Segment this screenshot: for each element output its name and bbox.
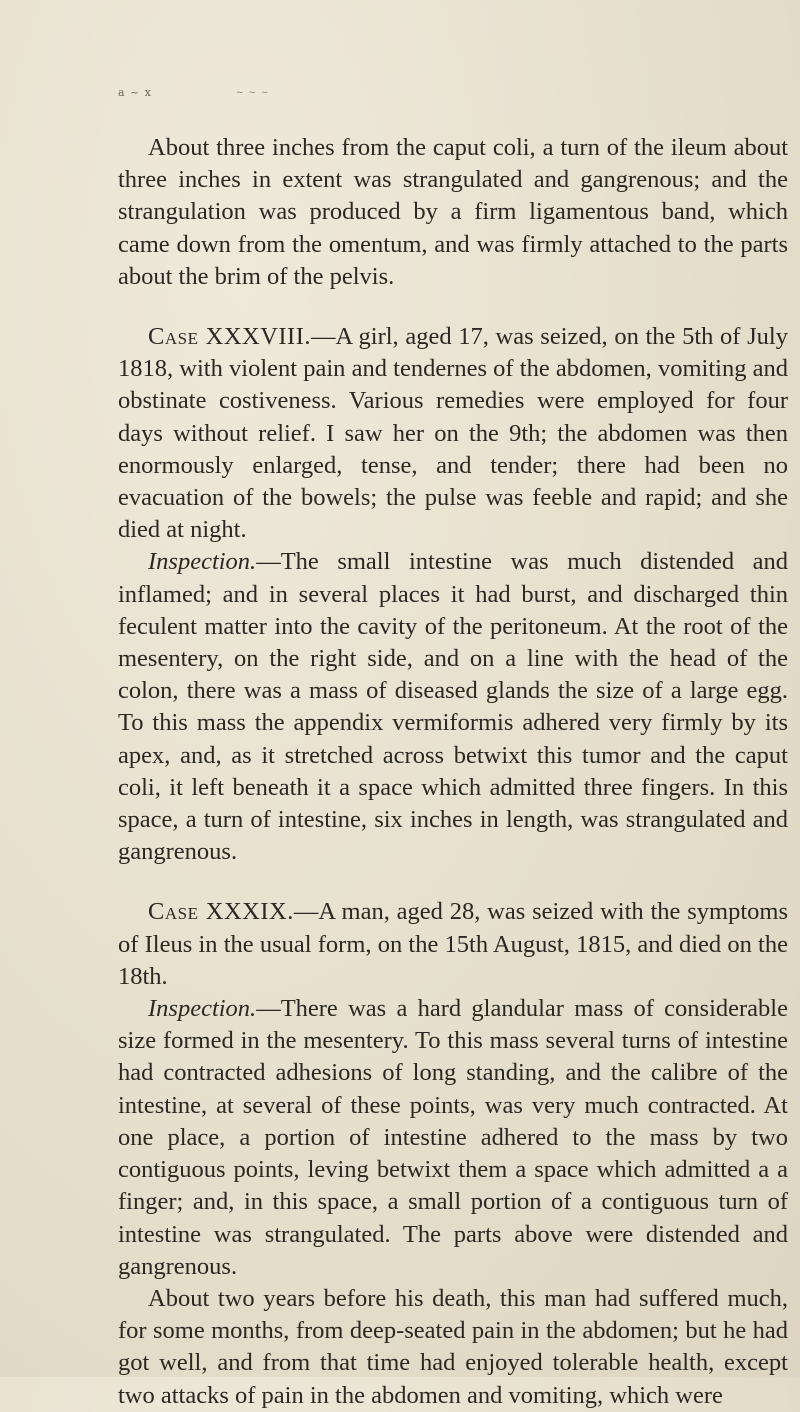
inspection-2-text: —There was a hard glandular mass of considerable size formed in the mesentery. To this mass several turns of intestine had contracted adhesions of long standing, and the calibre of the intestine, at several of these points, was very much contracted. At one place, a portion of intestine adhered to the mass by two contiguous points, leving betwixt them a space which admitted a a finger; and, in this space, a small portion of a contiguous turn of intestine was strangulated. The parts above were distended and gangrenous.: [118, 995, 788, 1280]
header-mark-right: ~ ~ ~: [236, 88, 270, 98]
inspection-2-heading: Inspection.: [148, 995, 257, 1023]
case-38-heading: Case XXXVIII.: [148, 323, 311, 351]
body-text: [118, 132, 788, 1412]
page-header-smudge: [118, 86, 788, 106]
paragraph-inspection-1: [118, 546, 788, 868]
inspection-1-text: —The small intestine was much distended and inflamed; and in several places it had burst, and discharged thin feculent matter into the cavity of the peritoneum. At the root of the mesentery, on the right side, and on a line with the head of the colon, there was a mass of diseased glands the size of a large egg. To this mass the appendix vermiformis adhered very firmly by its apex, and, as it stretched across betwixt this tumor and the caput coli, it left beneath it a space which admitted three fingers. In this space, a turn of intestine, six inches in length, was strangulated and gangrenous.: [118, 548, 788, 866]
paragraph-history: About two years before his death, this man had suffered much, for some months, from deep-seated pain in the abdomen; but he had got well, and from that time had enjoyed tolerable health, except two attacks of pain in the abdomen and vomiting, which were: [118, 1284, 788, 1409]
case-39-heading: Case XXXIX.: [148, 898, 294, 926]
inspection-1-heading: Inspection.: [148, 548, 257, 576]
paragraph-case-38: [118, 321, 788, 546]
case-38-text: —A girl, aged 17, was seized, on the 5th of July 1818, with violent pain and tendernes of the abdomen, vomiting and obstinate costiveness. Various remedies were employed for four days without relief. I saw her on the 9th; the abdomen was then enormously enlarged, tense, and tender; there had been no evacuation of the bowels; the pulse was feeble and rapid; and she died at night.: [118, 323, 788, 544]
case-39-text: —A man, aged 28, was seized with the symptoms of Ileus in the usual form, on the 15th August, 1815, and died on the 18th.: [118, 898, 788, 990]
paragraph-opening: About three inches from the caput coli, a turn of the ileum about three inches in extent was strangulated and gangrenous; and the strangulation was produced by a firm ligamentous band, which came down from the omentum, and was firmly attached to the parts about the brim of the pelvis.: [118, 134, 788, 290]
header-mark-left: a ~ x: [118, 86, 152, 99]
paragraph-inspection-2: [118, 993, 788, 1283]
paragraph-case-39: [118, 896, 788, 993]
